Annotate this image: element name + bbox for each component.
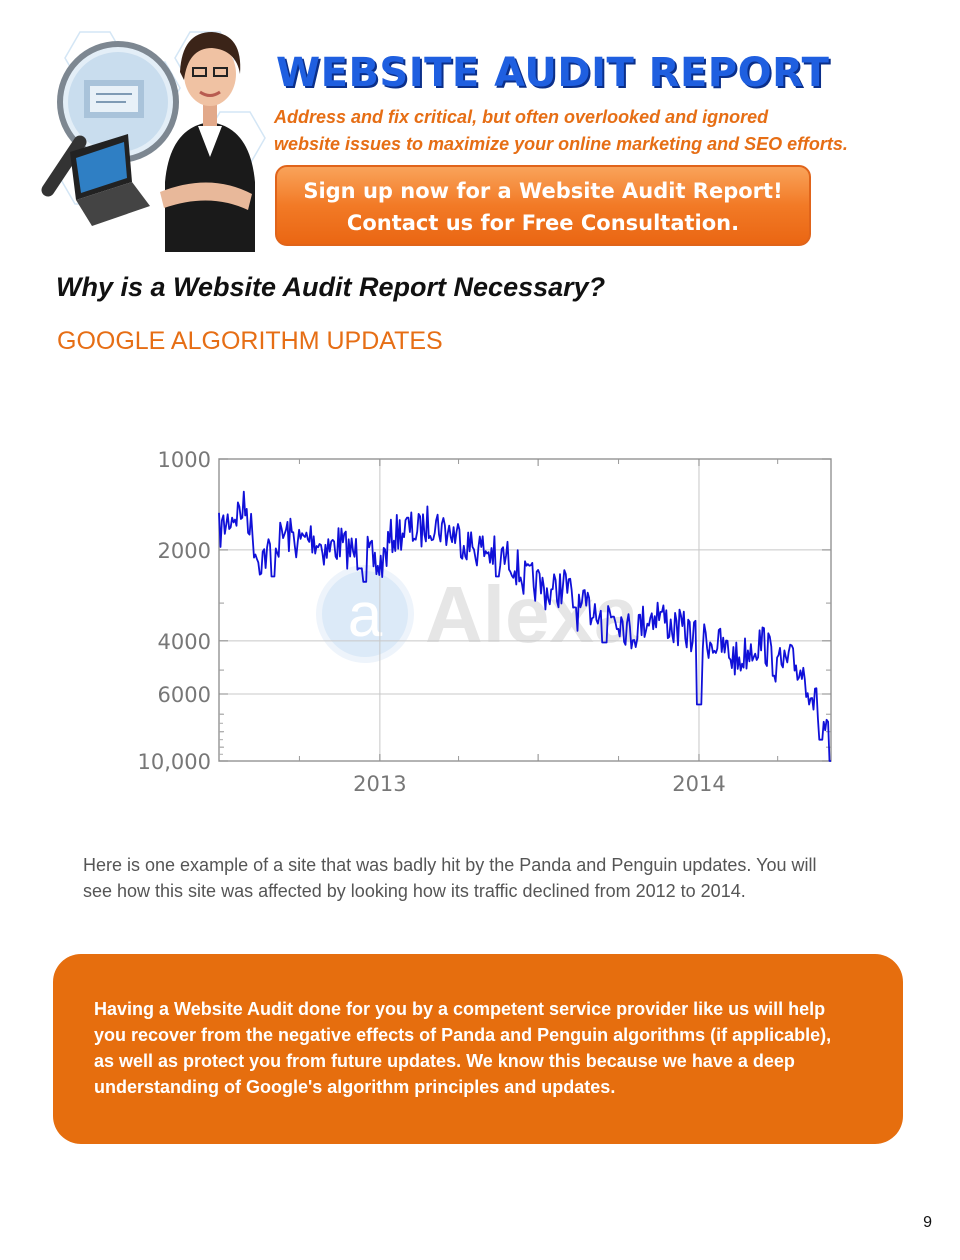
x-tick-label: 2014 [672, 772, 726, 796]
y-tick-label: 10,000 [137, 750, 211, 774]
chart-caption [83, 852, 883, 904]
page-number: 9 [923, 1214, 932, 1231]
signup-cta-button[interactable] [275, 165, 811, 246]
section-question: Why is a Website Audit Report Necessary? [56, 272, 606, 302]
callout-line: you recover from the negative effects of Panda and Penguin algorithms (if applicable), [94, 1025, 832, 1045]
y-tick-label: 4000 [157, 629, 211, 654]
callout-line: as well as protect you from future updates. We know this because we have a deep [94, 1051, 795, 1071]
callout-box [53, 954, 903, 1144]
report-title: WEBSITE AUDIT REPORT [276, 50, 830, 96]
y-tick-label: 1000 [157, 450, 211, 472]
businesswoman-illustration [160, 32, 255, 252]
y-tick-label: 2000 [157, 538, 211, 563]
caption-line: see how this site was affected by looking how its traffic declined from 2012 to 2014. [83, 881, 746, 901]
cta-line: Contact us for Free Consultation. [346, 211, 740, 235]
subtitle-line: Address and fix critical, but often overlooked and ignored [274, 107, 769, 127]
y-tick-label: 6000 [157, 683, 211, 708]
callout-text [94, 996, 884, 1100]
header-illustration [40, 22, 270, 252]
watermark-logo-letter: a [347, 581, 383, 650]
cta-line: Sign up now for a Website Audit Report! [303, 179, 783, 203]
section-heading: GOOGLE ALGORITHM UPDATES [57, 327, 443, 355]
traffic-rank-chart [120, 450, 845, 800]
caption-line: Here is one example of a site that was badly hit by the Panda and Penguin updates. You will [83, 855, 817, 875]
subtitle-line: website issues to maximize your online marketing and SEO efforts. [274, 134, 848, 154]
x-tick-label: 2013 [353, 772, 407, 796]
report-subtitle [274, 104, 914, 158]
callout-line: understanding of Google's algorithm principles and updates. [94, 1077, 616, 1097]
callout-line: Having a Website Audit done for you by a competent service provider like us will help [94, 999, 826, 1019]
watermark-text: Alexa [425, 570, 639, 659]
